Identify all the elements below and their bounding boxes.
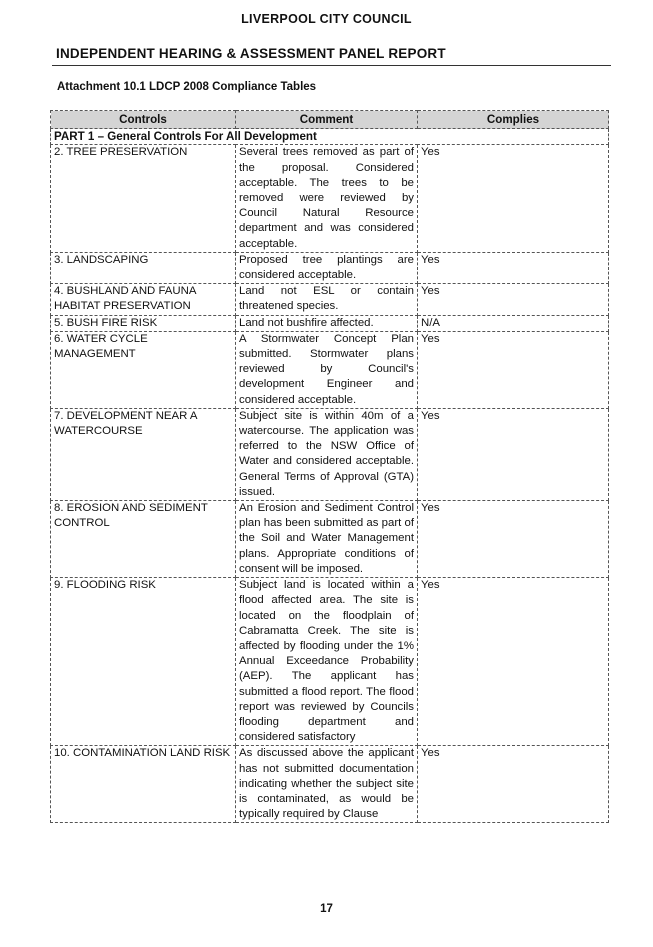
control-cell: 3. LANDSCAPING: [51, 252, 236, 283]
section-heading: PART 1 – General Controls For All Development: [51, 129, 609, 145]
table-row: [51, 315, 609, 331]
comment-cell: As discussed above the applicant has not submitted documentation indicating whether the subject site is contaminated, as would be typically required by Clause: [236, 746, 418, 823]
page-number: 17: [320, 903, 333, 915]
table-row: [51, 746, 609, 823]
comment-cell: Subject site is within 40m of a watercourse. The application was referred to the NSW Office of Water and considered acceptable. General Terms of Approval (GTA) issued.: [236, 408, 418, 500]
comment-cell: An Erosion and Sediment Control plan has been submitted as part of the Soil and Water Management plans. Appropriate conditions of consent will be imposed.: [236, 501, 418, 578]
complies-cell: Yes: [418, 746, 609, 823]
comment-cell: Land not bushfire affected.: [236, 315, 418, 331]
attachment-heading: Attachment 10.1 LDCP 2008 Compliance Tables: [57, 81, 317, 93]
table-row: [51, 331, 609, 408]
section-row: [51, 129, 609, 145]
column-header-controls: Controls: [51, 111, 236, 129]
control-cell: 8. EROSION AND SEDIMENT CONTROL: [51, 501, 236, 578]
table-row: [51, 578, 609, 746]
title-divider: [52, 65, 611, 66]
control-cell: 6. WATER CYCLE MANAGEMENT: [51, 331, 236, 408]
complies-cell: Yes: [418, 331, 609, 408]
complies-cell: Yes: [418, 284, 609, 315]
control-cell: 7. DEVELOPMENT NEAR A WATERCOURSE: [51, 408, 236, 500]
control-cell: 5. BUSH FIRE RISK: [51, 315, 236, 331]
comment-cell: Proposed tree plantings are considered acceptable.: [236, 252, 418, 283]
compliance-table: [50, 110, 609, 823]
complies-cell: Yes: [418, 145, 609, 252]
report-title: INDEPENDENT HEARING & ASSESSMENT PANEL REPORT: [56, 46, 446, 61]
control-cell: 10. CONTAMINATION LAND RISK: [51, 746, 236, 823]
complies-cell: Yes: [418, 252, 609, 283]
complies-cell: N/A: [418, 315, 609, 331]
column-header-comment: Comment: [236, 111, 418, 129]
comment-cell: Several trees removed as part of the proposal. Considered acceptable. The trees to be removed were reviewed by Council Natural Resource department and was considered acceptable.: [236, 145, 418, 252]
complies-cell: Yes: [418, 408, 609, 500]
control-cell: 2. TREE PRESERVATION: [51, 145, 236, 252]
column-header-complies: Complies: [418, 111, 609, 129]
council-name: LIVERPOOL CITY COUNCIL: [241, 12, 412, 26]
table-row: [51, 501, 609, 578]
comment-cell: A Stormwater Concept Plan submitted. Stormwater plans reviewed by Council's development Engineer and considered acceptable.: [236, 331, 418, 408]
control-cell: 9. FLOODING RISK: [51, 578, 236, 746]
table-row: [51, 145, 609, 252]
comment-cell: Land not ESL or contain threatened species.: [236, 284, 418, 315]
complies-cell: Yes: [418, 501, 609, 578]
table-header-row: [51, 111, 609, 129]
table-row: [51, 252, 609, 283]
table-row: [51, 284, 609, 315]
complies-cell: Yes: [418, 578, 609, 746]
control-cell: 4. BUSHLAND AND FAUNA HABITAT PRESERVATION: [51, 284, 236, 315]
table-row: [51, 408, 609, 500]
comment-cell: Subject land is located within a flood affected area. The site is located on the floodplain of Cabramatta Creek. The site is affected by flooding under the 1% Annual Exceedance Probability (AEP). The applicant has submitted a flood report. The flood report was reviewed by Councils flooding department and considered satisfactory: [236, 578, 418, 746]
